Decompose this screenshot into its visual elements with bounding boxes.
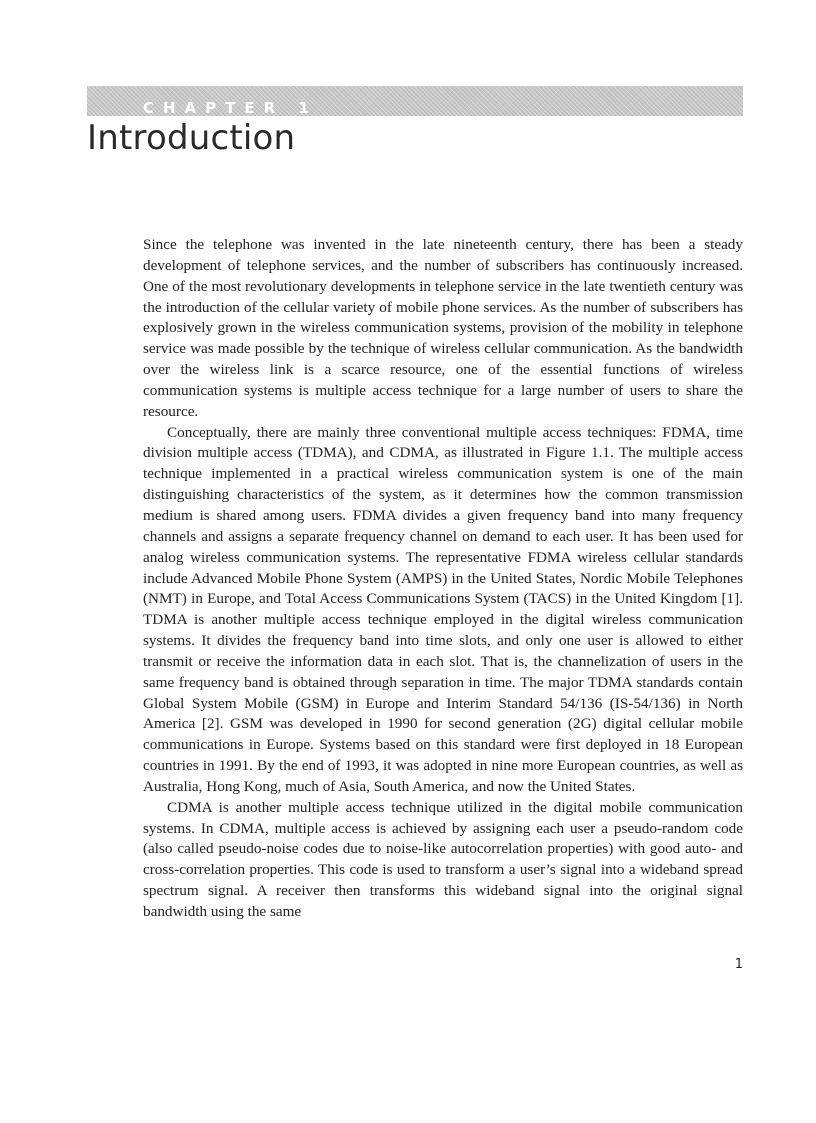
paragraph: Since the telephone was invented in the late nineteenth century, there has been a steady development of telephone services, and the number of subscribers has continuously increased. One of the most revolutionary developments in telephone service in the late twentieth century was the introduction of the cellular variety of mobile phone services. As the number of subscribers has explosively grown in the wireless communication systems, provision of the mobility in telephone service was made possible by the technique of wireless cellular communication. As the bandwidth over the wireless link is a scarce resource, one of the essential functions of wireless communication systems is multiple access technique for a large number of users to share the resource.: [143, 236, 743, 420]
page-number: 1: [734, 957, 743, 972]
chapter-label: CHAPTER 1: [143, 99, 318, 117]
body-text: [143, 235, 743, 923]
paragraph: Conceptually, there are mainly three conventional multiple access techniques: FDMA, time division multiple access (TDMA), and CDMA, as illustrated in Figure 1.1. The multiple access technique implemented in a practical wireless communication system is one of the main distinguishing characteristics of the system, as it determines how the common transmission medium is shared among users. FDMA divides a given frequency band into many frequency channels and assigns a separate frequency channel on demand to each user. It has been used for analog wireless communication systems. The representative FDMA wireless cellular standards include Advanced Mobile Phone System (AMPS) in the United States, Nordic Mobile Telephones (NMT) in Europe, and Total Access Communications System (TACS) in the United Kingdom [1]. TDMA is another multiple access technique employed in the digital wireless communication systems. It divides the frequency band into time slots, and only one user is allowed to either transmit or receive the information data in each slot. That is, the channelization of users in the same frequency band is obtained through separation in time. The major TDMA standards contain Global System Mobile (GSM) in Europe and Interim Standard 54/136 (IS-54/136) in North America [2]. GSM was developed in 1990 for second generation (2G) digital cellular mobile communications in Europe. Systems based on this standard were first deployed in 18 European countries in 1991. By the end of 1993, it was adopted in nine more European countries, as well as Australia, Hong Kong, much of Asia, South America, and now the United States.: [143, 423, 743, 795]
paragraph: CDMA is another multiple access technique utilized in the digital mobile communication systems. In CDMA, multiple access is achieved by assigning each user a pseudo-random code (also called pseudo-noise codes due to noise-like autocorrelation properties) with good auto- and cross-correlation properties. This code is used to transform a user’s signal into a wideband spread spectrum signal. A receiver then transforms this wideband signal into the original signal bandwidth using the same: [143, 798, 743, 920]
chapter-title: Introduction: [87, 118, 296, 158]
